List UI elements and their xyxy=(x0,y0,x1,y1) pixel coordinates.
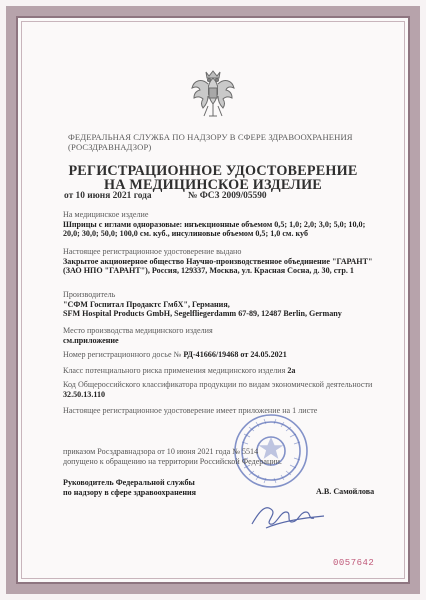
agency-name: ФЕДЕРАЛЬНАЯ СЛУЖБА ПО НАДЗОРУ В СФЕРЕ ЗДРАВООХРАНЕНИЯ xyxy=(68,132,353,142)
manufacturer-address: SFM Hospital Products GmbH, Segelfliegerdamm 67-89, 12487 Berlin, Germany xyxy=(63,309,342,319)
production-place-value: см.приложение xyxy=(63,335,119,345)
agency-abbreviation: (РОСЗДРАВНАДЗОР) xyxy=(68,142,152,152)
risk-class-value: 2а xyxy=(287,366,296,375)
appendix-text: Настоящее регистрационное удостоверение имеет приложение на 1 листе xyxy=(63,406,318,415)
russian-coat-of-arms-icon xyxy=(190,68,236,126)
device-section xyxy=(63,210,383,239)
okpd-section xyxy=(63,380,383,399)
okpd-label: Код Общероссийского классификатора продукции по видам экономической деятельности xyxy=(63,380,373,389)
dossier-section xyxy=(63,350,383,360)
device-label: На медицинское изделие xyxy=(63,210,149,219)
signatory-name: А.В. Самойлова xyxy=(316,487,375,496)
document-date: от 10 июня 2021 года xyxy=(64,191,152,201)
authorization-order: приказом Росздравнадзора от 10 июня 2021 года № 5514 xyxy=(63,447,259,456)
agency-header xyxy=(68,132,368,152)
risk-class-label: Класс потенциального риска применения медицинского изделия xyxy=(63,366,286,375)
risk-class-section xyxy=(63,366,383,376)
dossier-value: РД-41666/19468 от 24.05.2021 xyxy=(183,350,287,359)
document-number: № ФСЗ 2009/05590 xyxy=(187,191,267,201)
production-place-label: Место производства медицинского изделия xyxy=(63,326,213,335)
issued-to-label: Настоящее регистрационное удостоверение выдано xyxy=(63,247,242,256)
production-place-section xyxy=(63,326,383,345)
issued-to-value: Закрытое акционерное общество Научно-производственное объединение "ГАРАНТ" (ЗАО НПО "ГАРАНТ"), Россия, 129337, Москва, ул. Красная Сосна, д. 30, стр. 1 xyxy=(63,256,373,276)
manufacturer-name: "СФМ Госпитал Продактс ГмбХ", Германия, xyxy=(63,299,230,309)
okpd-value: 32.50.13.110 xyxy=(63,389,106,399)
signatory-title-line2: по надзору в сфере здравоохранения xyxy=(63,487,197,497)
signatory-title-line1: Руководитель Федеральной службы xyxy=(63,478,195,487)
device-value: Шприцы с иглами одноразовые: инъекционные объемом 0,5; 1,0; 2,0; 3,0; 5,0; 10,0; 20,0; 30,0; 50,0; 100,0 см. куб., инсулиновые объемом 0,5; 1,0 см. куб xyxy=(63,219,366,239)
appendix-note xyxy=(63,406,383,416)
serial-number: 0057642 xyxy=(333,558,375,568)
document-title-line1: РЕГИСТРАЦИОННОЕ УДОСТОВЕРЕНИЕ xyxy=(68,163,358,179)
manufacturer-section xyxy=(63,290,383,319)
manufacturer-label: Производитель xyxy=(63,290,116,299)
document-date-number xyxy=(64,191,394,201)
handwritten-signature-icon xyxy=(248,498,328,532)
dossier-label: Номер регистрационного досье № xyxy=(63,350,182,359)
authorization-note xyxy=(63,447,383,466)
authorization-permission: допущено к обращению на территории Российской Федерации. xyxy=(63,456,282,466)
document-title-line2: НА МЕДИЦИНСКОЕ ИЗДЕЛИЕ xyxy=(104,177,322,193)
issued-to-section xyxy=(63,247,383,276)
